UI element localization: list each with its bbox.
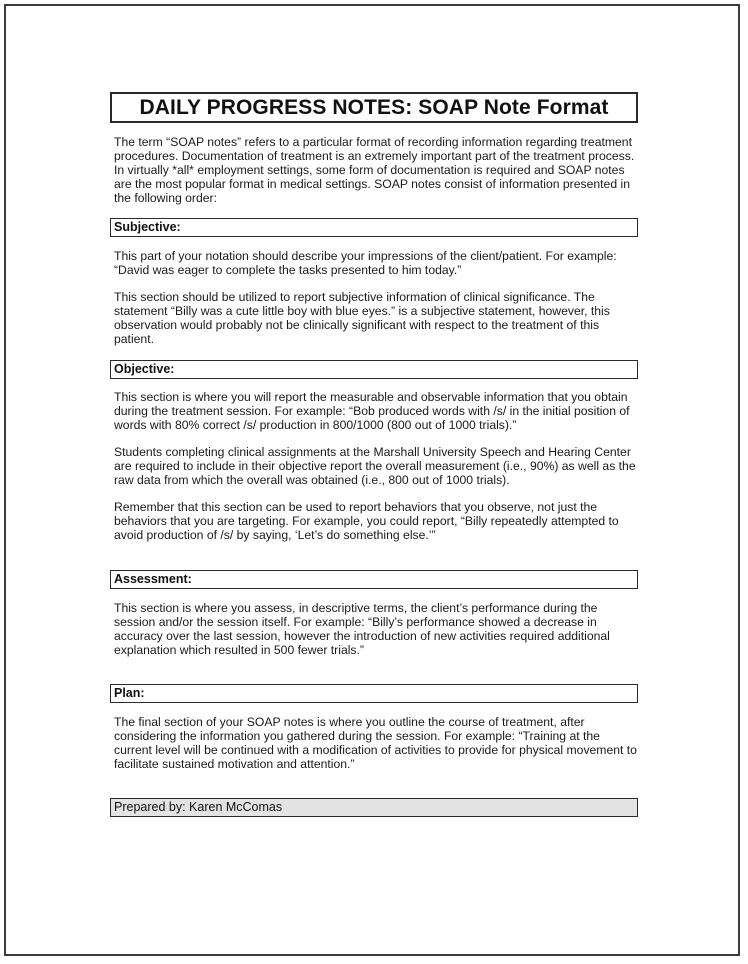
subjective-heading: Subjective:	[110, 218, 638, 237]
objective-paragraph-3: Remember that this section can be used to report behaviors that you observe, not just the behaviors that you are targeting. For example, you could report, “Billy repeatedly attempted to avoid production of /s/ by saying, ‘Let’s do something else.’”	[114, 500, 619, 542]
intro-paragraph: The term “SOAP notes” refers to a particular format of recording information regarding treatment procedures. Documentation of treatment is an extremely important part of the treatment process. In virtually *all* employment settings, some form of documentation is required and SOAP notes are the most popular format in medical settings. SOAP notes consist of information presented in the following order:	[114, 135, 635, 205]
plan-paragraph-1: The final section of your SOAP notes is where you outline the course of treatment, after considering the information you gathered during the session. For example: “Training at the current level will be continued with a modification of activities to provide for physical movement to facilitate sustained motivation and attention.”	[114, 715, 637, 771]
document-title: DAILY PROGRESS NOTES: SOAP Note Format	[110, 92, 638, 123]
objective-paragraph-2: Students completing clinical assignments at the Marshall University Speech and Hearing Center are required to include in their objective report the overall measurement (i.e., 90%) as well as the raw data from which the overall was obtained (i.e., 800 out of 1000 trials).	[114, 445, 636, 487]
prepared-by: Prepared by: Karen McComas	[110, 798, 638, 817]
plan-heading: Plan:	[110, 684, 638, 703]
objective-paragraph-1: This section is where you will report the measurable and observable information that you obtain during the treatment session. For example: “Bob produced words with /s/ in the initial position of words with 80% correct /s/ production in 800/1000 (800 out of 1000 trials).”	[114, 390, 630, 432]
subjective-paragraph-1: This part of your notation should describe your impressions of the client/patient. For example: “David was eager to complete the tasks presented to him today.”	[114, 249, 617, 277]
assessment-paragraph-1: This section is where you assess, in descriptive terms, the client’s performance during the session and/or the session itself. For example: “Billy’s performance showed a decrease in accuracy over the last session, however the introduction of new activities required additional explanation which resulted in 500 fewer trials.”	[114, 601, 610, 657]
subjective-paragraph-2: This section should be utilized to report subjective information of clinical significance. The statement “Billy was a cute little boy with blue eyes.” is a subjective statement, however, this observation would probably not be clinically significant with respect to the treatment of this patient.	[114, 290, 610, 346]
objective-heading: Objective:	[110, 360, 638, 379]
assessment-heading: Assessment:	[110, 570, 638, 589]
